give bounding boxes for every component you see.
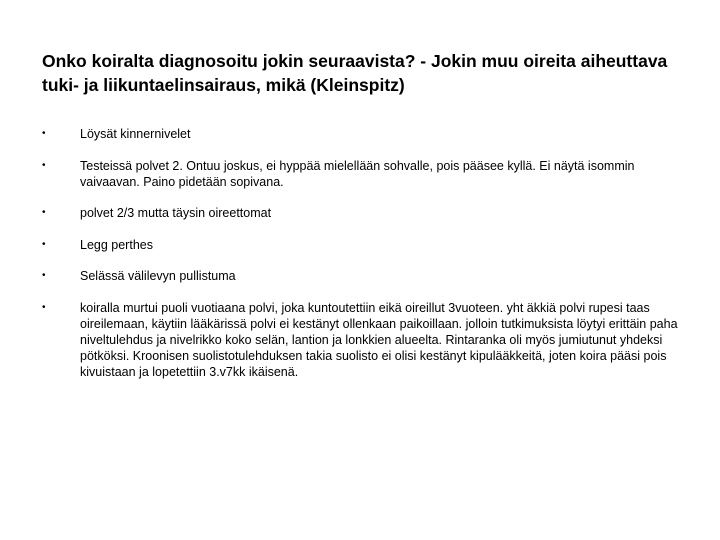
- list-item-text: Legg perthes: [80, 237, 153, 252]
- list-item: [42, 268, 682, 284]
- list-item: [42, 237, 682, 253]
- list-item-text: koiralla murtui puoli vuotiaana polvi, joka kuntoutettiin eikä oireillut 3vuoteen. yht äkkiä polvi rupesi taas oireilemaan, käytiin lääkärissä polvi ei kestänyt ollenkaan paikoillaan. jolloin tutkimuksista löytyi erittäin paha niveltulehdus ja nivelrikko koko selän, lantion ja lonkkien alueelta. Rintaranka oli myös jumiutunut yhdeksi pötköksi. Kroonisen suolistotulehduksen takia suolisto ei olisi kestänyt kipulääkkeitä, joten koira pääsi pois kivuistaan ja lopetettiin 3.v7kk ikäisenä.: [80, 300, 678, 379]
- list-item-text: Selässä välilevyn pullistuma: [80, 269, 236, 283]
- list-item: [42, 158, 682, 190]
- list-item: [42, 126, 682, 142]
- bullet-icon: •: [42, 270, 46, 281]
- bullet-icon: •: [42, 128, 46, 139]
- bullet-icon: •: [42, 159, 46, 171]
- bullet-icon: •: [42, 301, 46, 313]
- list-item: [42, 300, 682, 380]
- bullet-icon: •: [42, 207, 46, 218]
- bullet-icon: •: [42, 238, 46, 250]
- list-item-text: Testeissä polvet 2. Ontuu joskus, ei hyppää mielellään sohvalle, pois pääsee kyllä. Ei näytä isommin vaivaavan. Paino pidetään sopivana.: [80, 158, 635, 189]
- list-item: [42, 205, 682, 221]
- list-item-text: polvet 2/3 mutta täysin oireettomat: [80, 206, 272, 220]
- slide-title: Onko koiralta diagnosoitu jokin seuraavista? - Jokin muu oireita aiheuttava tuki- ja liikuntaelinsairaus, mikä (Kleinspitz): [42, 51, 668, 95]
- list-item-text: Löysät kinnernivelet: [80, 127, 191, 141]
- bullet-list: [42, 126, 682, 395]
